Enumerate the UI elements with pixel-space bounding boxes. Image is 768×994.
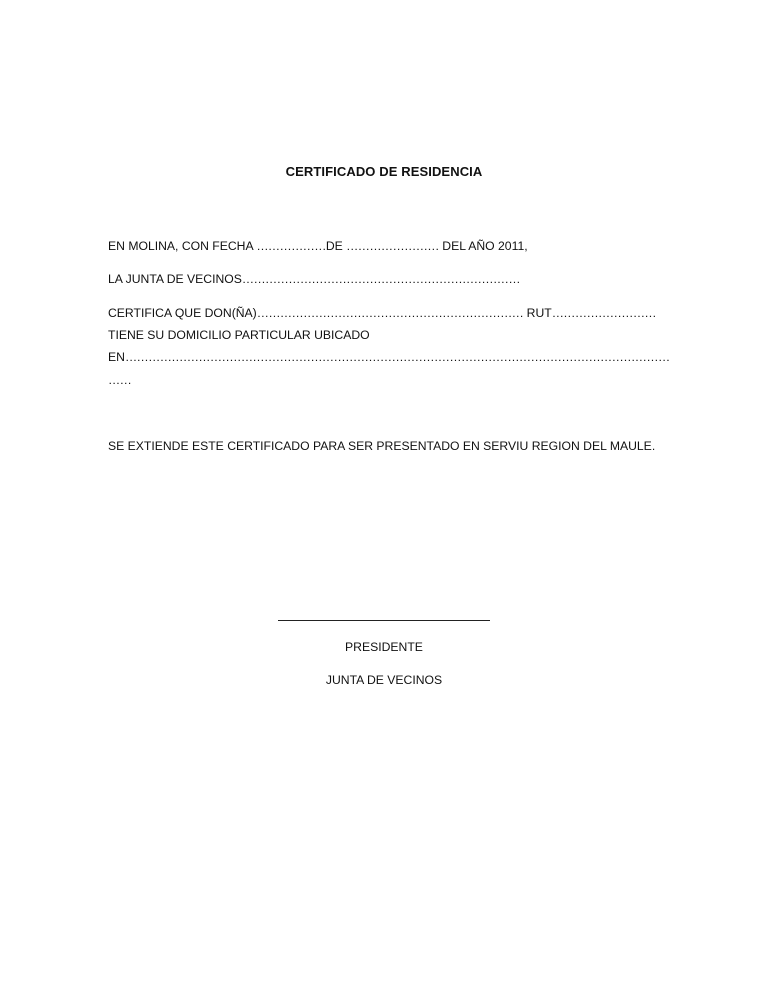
date-line [108,239,528,253]
address-continuation-blank: …… [108,373,132,387]
junta-blank: ……………………………………………………………… [241,272,520,286]
junta-line-prefix: LA JUNTA DE VECINOS [108,272,242,286]
junta-line [108,272,520,286]
rut-label: RUT [523,306,552,320]
address-blank: …………………………………………………………………………………………………………………………… [124,350,670,364]
certifica-line-prefix: CERTIFICA QUE DON(ÑA) [108,306,257,320]
purpose-line: SE EXTIENDE ESTE CERTIFICADO PARA SER PRESENTADO EN SERVIU REGION DEL MAULE. [108,439,656,453]
address-line-prefix: EN [108,350,125,364]
domicilio-line: TIENE SU DOMICILIO PARTICULAR UBICADO [108,328,370,342]
address-continuation [108,373,131,387]
signature-org: JUNTA DE VECINOS [325,673,443,687]
date-line-prefix: EN MOLINA, CON FECHA [108,239,257,253]
signature-line [278,620,490,621]
certifica-line [108,306,656,320]
address-line [108,350,670,364]
signature-role: PRESIDENTE [345,640,423,654]
month-blank: …………………… [346,239,439,253]
day-blank: ……………… [256,239,326,253]
date-line-middle: DE [325,239,347,253]
date-line-suffix: DEL AÑO 2011, [438,239,528,253]
name-blank: …………………………………………………………… [256,306,524,320]
rut-blank: ……………………… [551,306,656,320]
document-title: CERTIFICADO DE RESIDENCIA [285,164,483,179]
